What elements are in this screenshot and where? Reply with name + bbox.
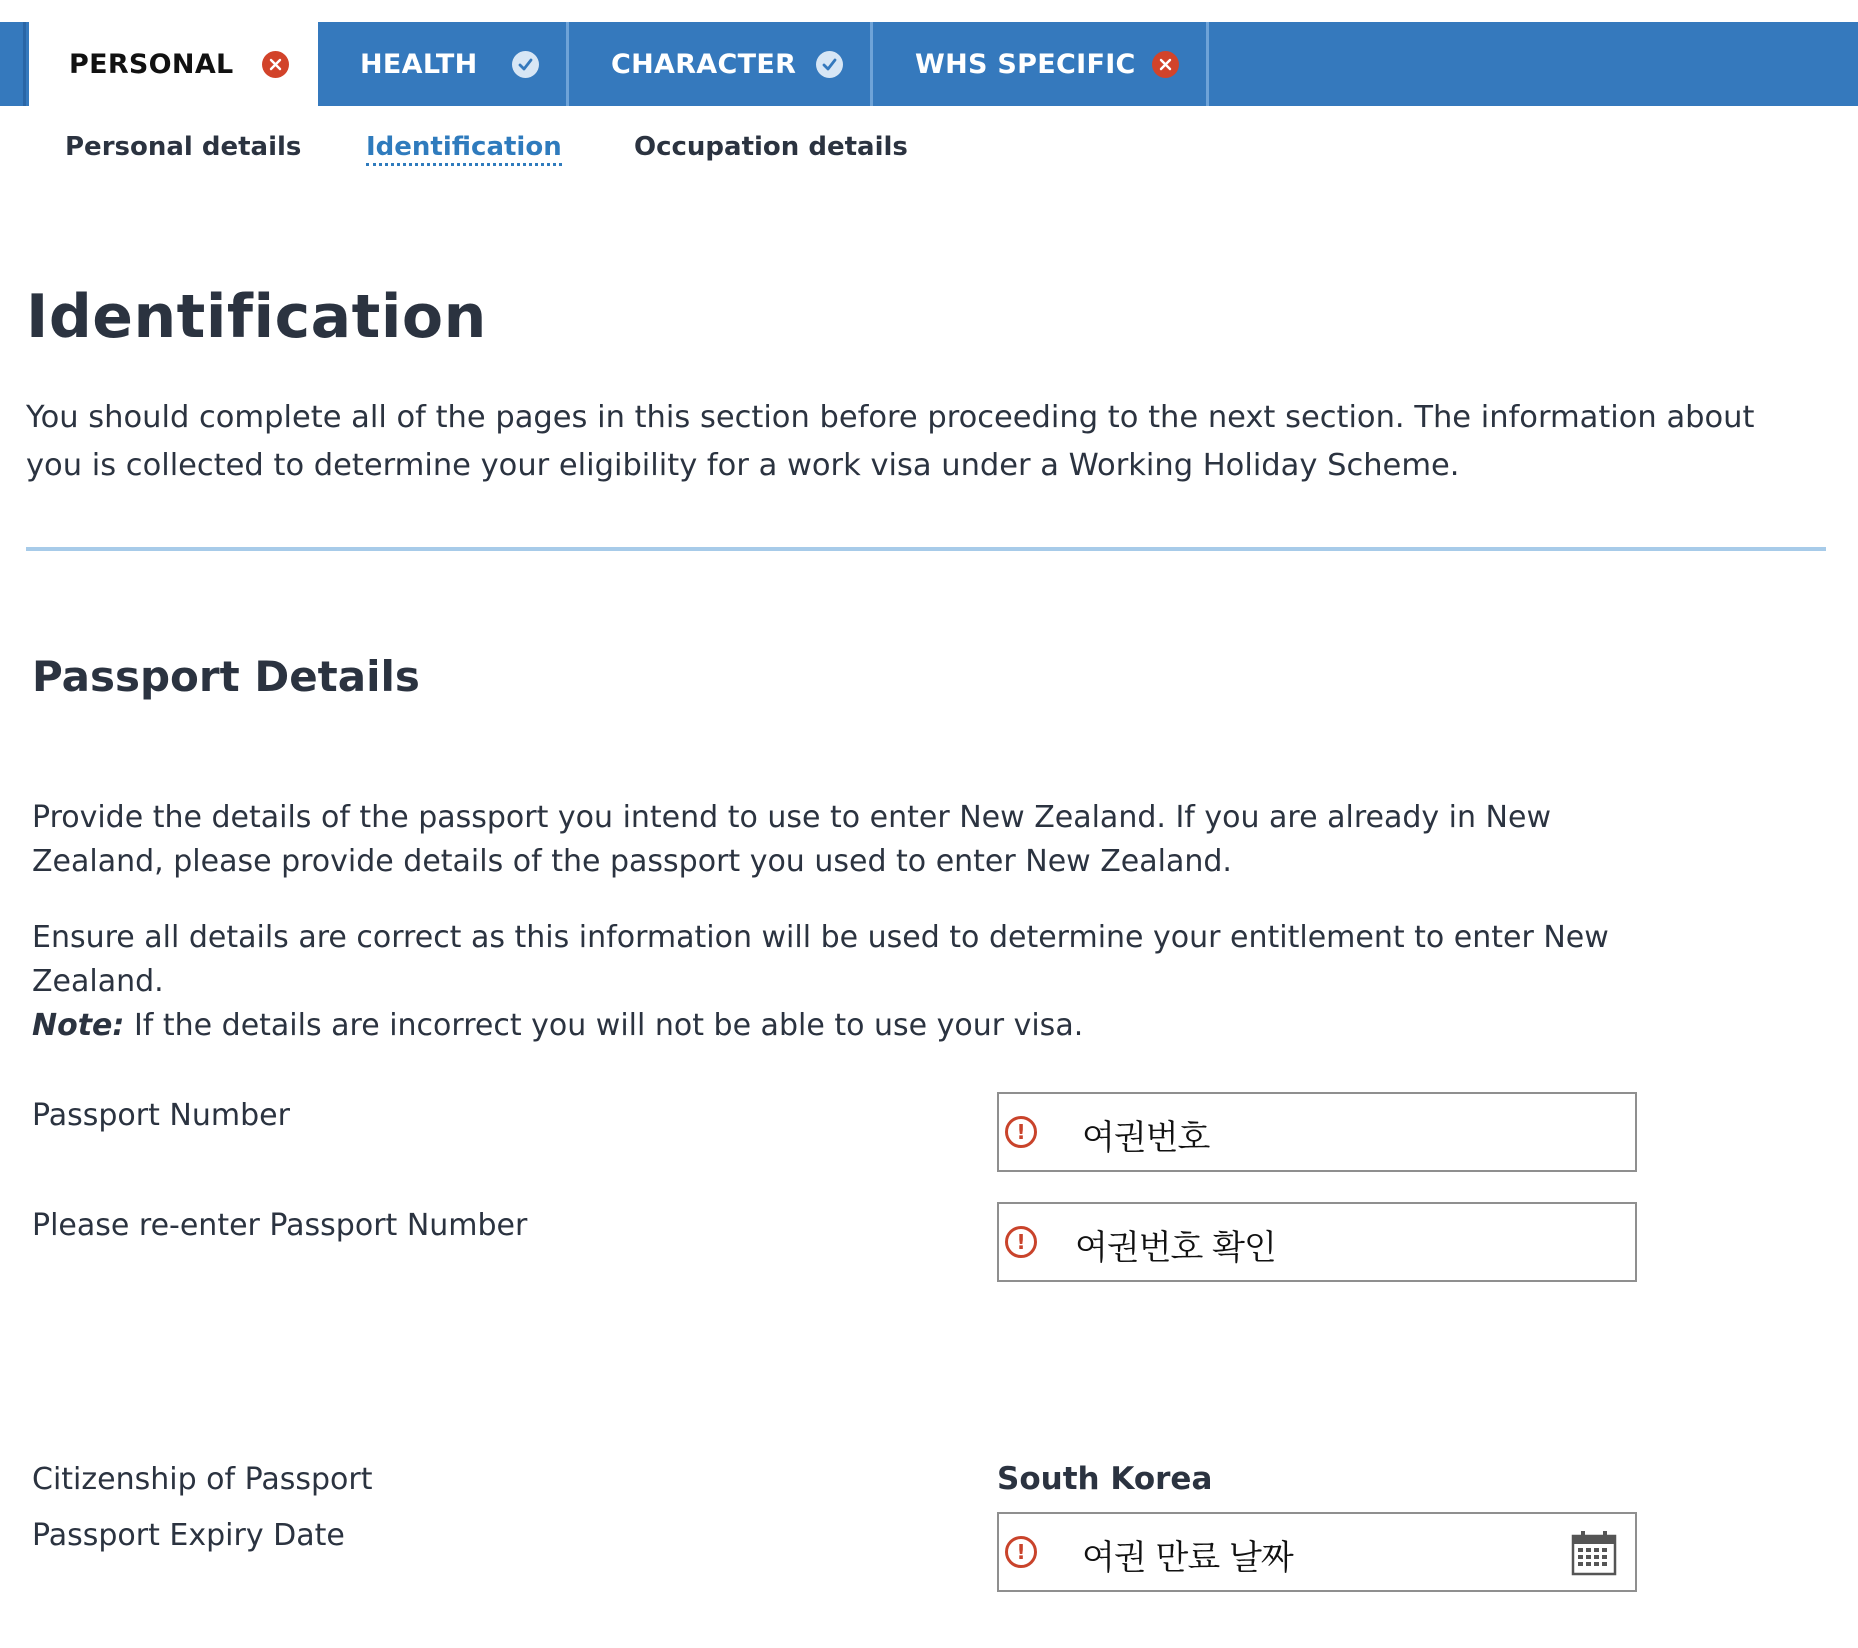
page-title: Identification — [26, 282, 487, 352]
subnav-identification[interactable]: Identification — [366, 132, 562, 166]
tab-personal-label: PERSONAL — [69, 48, 234, 80]
passport-number-field[interactable] — [997, 1092, 1637, 1172]
page-intro: You should complete all of the pages in this section before proceeding to the next section. The information about you is collected to determine your eligibility for a work visa under a Working Holiday Scheme. — [26, 400, 1755, 483]
passport-accuracy-note — [32, 916, 1652, 1048]
tab-personal[interactable] — [29, 22, 318, 106]
expiry-date-value: 여권 만료 날짜 — [1082, 1538, 1293, 1578]
tab-health[interactable] — [318, 22, 569, 106]
passport-accuracy-text: Ensure all details are correct as this information will be used to determine your entitlement to enter New Zealand. — [32, 920, 1609, 999]
expiry-date-field[interactable] — [997, 1512, 1637, 1592]
check-circle-icon — [816, 51, 843, 78]
passport-number-value: 여권번호 — [1082, 1118, 1210, 1158]
passport-number-label: Passport Number — [32, 1098, 290, 1133]
passport-section-title: Passport Details — [32, 652, 420, 701]
tab-whs-specific[interactable] — [873, 22, 1209, 106]
tab-health-label: HEALTH — [360, 48, 478, 80]
close-circle-icon — [1152, 51, 1179, 78]
tab-character[interactable] — [569, 22, 873, 106]
note-text: If the details are incorrect you will not be able to use your visa. — [124, 1008, 1084, 1043]
calendar-icon[interactable] — [1571, 1530, 1617, 1576]
exclamation-circle-icon: ! — [1005, 1536, 1037, 1568]
tab-bar-edge — [0, 22, 26, 106]
passport-number-confirm-label: Please re-enter Passport Number — [32, 1208, 528, 1243]
passport-number-confirm-field[interactable] — [997, 1202, 1637, 1282]
exclamation-circle-icon: ! — [1005, 1226, 1037, 1258]
close-circle-icon — [262, 51, 289, 78]
section-tab-bar — [0, 22, 1858, 106]
passport-number-confirm-value: 여권번호 확인 — [1075, 1228, 1276, 1268]
check-circle-icon — [512, 51, 539, 78]
subnav-occupation-details[interactable]: Occupation details — [634, 132, 908, 162]
exclamation-circle-icon: ! — [1005, 1116, 1037, 1148]
citizenship-label: Citizenship of Passport — [32, 1462, 373, 1497]
subnav-personal-details[interactable]: Personal details — [65, 132, 302, 162]
note-label: Note: — [32, 1008, 125, 1043]
section-divider — [26, 547, 1826, 551]
tab-character-label: CHARACTER — [611, 48, 797, 80]
expiry-date-label: Passport Expiry Date — [32, 1518, 345, 1553]
tab-whs-specific-label: WHS SPECIFIC — [915, 48, 1136, 80]
citizenship-value: South Korea — [997, 1461, 1213, 1497]
passport-instructions: Provide the details of the passport you intend to use to enter New Zealand. If you are already in New Zealand, please provide details of the passport you used to enter New Zealand. — [32, 800, 1551, 879]
